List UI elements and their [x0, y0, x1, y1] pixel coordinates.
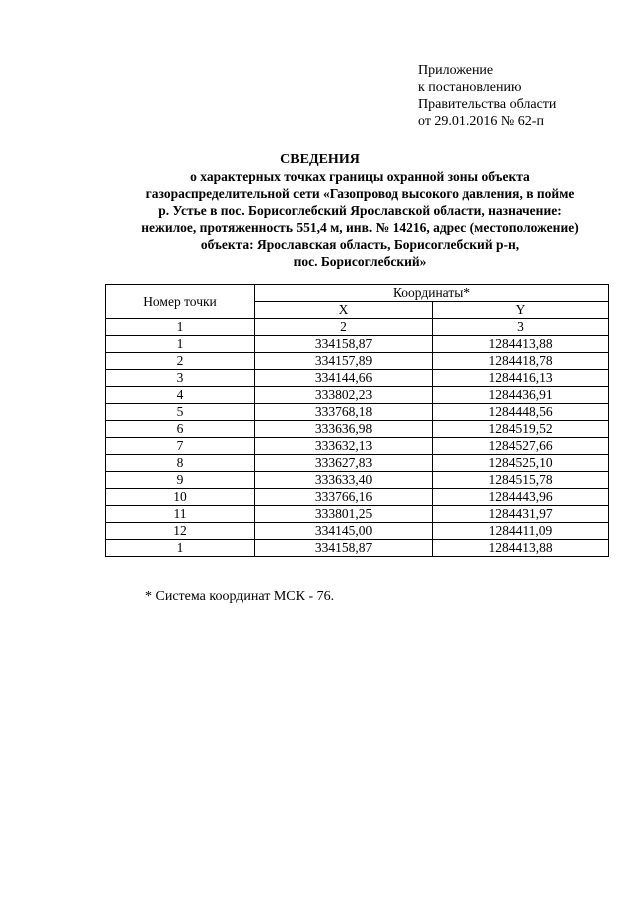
subtitle-line: о характерных точках границы охранной зоны объекта [190, 169, 530, 184]
table-row [106, 336, 609, 353]
point-number-cell: 7 [106, 438, 255, 455]
point-number-cell: 3 [106, 370, 255, 387]
x-coordinate-cell: 334157,89 [255, 353, 433, 370]
table-row [106, 489, 609, 506]
y-coordinate-cell: 1284515,78 [433, 472, 609, 489]
x-coordinate-cell: 333633,40 [255, 472, 433, 489]
subtitle-line: пос. Борисоглебский» [293, 254, 427, 269]
subtitle-line: газораспределительной сети «Газопровод высокого давления, в пойме [145, 186, 575, 201]
y-coordinate-cell: 1284519,52 [433, 421, 609, 438]
table-row [106, 506, 609, 523]
table-row [106, 472, 609, 489]
table-row [106, 404, 609, 421]
x-coordinate-cell: 334158,87 [255, 336, 433, 353]
y-coordinate-cell: 1284411,09 [433, 523, 609, 540]
x-coordinate-cell: 333632,13 [255, 438, 433, 455]
table-row [106, 455, 609, 472]
x-coordinate-cell: 334158,87 [255, 540, 433, 557]
document-title: СВЕДЕНИЯ [280, 152, 360, 167]
table-row [106, 421, 609, 438]
point-number-cell: 10 [106, 489, 255, 506]
table-row [106, 387, 609, 404]
coordinates-table-body [106, 336, 609, 557]
table-row [106, 540, 609, 557]
table-row [106, 523, 609, 540]
appendix-line: к постановлению [418, 80, 522, 95]
table-row [106, 370, 609, 387]
x-coordinate-cell: 333768,18 [255, 404, 433, 421]
y-coordinate-cell: 1284443,96 [433, 489, 609, 506]
table-row [106, 353, 609, 370]
x-coordinate-cell: 333802,23 [255, 387, 433, 404]
point-number-cell: 2 [106, 353, 255, 370]
y-coordinate-cell: 1284413,88 [433, 336, 609, 353]
point-number-cell: 6 [106, 421, 255, 438]
column-number-3: 3 [433, 319, 609, 336]
subtitle-line: р. Устье в пос. Борисоглебский Ярославской области, назначение: [158, 203, 562, 218]
appendix-block [418, 62, 618, 130]
column-number-2: 2 [255, 319, 433, 336]
y-coordinate-cell: 1284413,88 [433, 540, 609, 557]
appendix-line: от 29.01.2016 № 62-п [418, 114, 544, 129]
coordinates-table [105, 284, 609, 557]
table-row [106, 438, 609, 455]
point-number-cell: 1 [106, 336, 255, 353]
point-number-cell: 11 [106, 506, 255, 523]
y-coordinate-cell: 1284525,10 [433, 455, 609, 472]
y-coordinate-cell: 1284416,13 [433, 370, 609, 387]
appendix-line: Приложение [418, 63, 494, 78]
appendix-line: Правительства области [418, 97, 557, 112]
x-coordinate-cell: 333801,25 [255, 506, 433, 523]
header-y: Y [433, 302, 609, 319]
header-coordinates: Координаты* [255, 285, 609, 302]
x-coordinate-cell: 333627,83 [255, 455, 433, 472]
point-number-cell: 1 [106, 540, 255, 557]
subtitle-line: объекта: Ярославская область, Борисоглебский р-н, [200, 237, 520, 252]
x-coordinate-cell: 333766,16 [255, 489, 433, 506]
point-number-cell: 12 [106, 523, 255, 540]
footnote: * Система координат МСК - 76. [145, 589, 335, 604]
point-number-cell: 8 [106, 455, 255, 472]
y-coordinate-cell: 1284436,91 [433, 387, 609, 404]
y-coordinate-cell: 1284431,97 [433, 506, 609, 523]
y-coordinate-cell: 1284527,66 [433, 438, 609, 455]
header-point-number: Номер точки [106, 285, 255, 319]
x-coordinate-cell: 333636,98 [255, 421, 433, 438]
point-number-cell: 5 [106, 404, 255, 421]
x-coordinate-cell: 334145,00 [255, 523, 433, 540]
column-number-1: 1 [106, 319, 255, 336]
document-subtitle [100, 168, 620, 270]
point-number-cell: 9 [106, 472, 255, 489]
y-coordinate-cell: 1284418,78 [433, 353, 609, 370]
x-coordinate-cell: 334144,66 [255, 370, 433, 387]
y-coordinate-cell: 1284448,56 [433, 404, 609, 421]
subtitle-line: нежилое, протяженность 551,4 м, инв. № 14216, адрес (местоположение) [141, 220, 579, 235]
header-x: X [255, 302, 433, 319]
point-number-cell: 4 [106, 387, 255, 404]
